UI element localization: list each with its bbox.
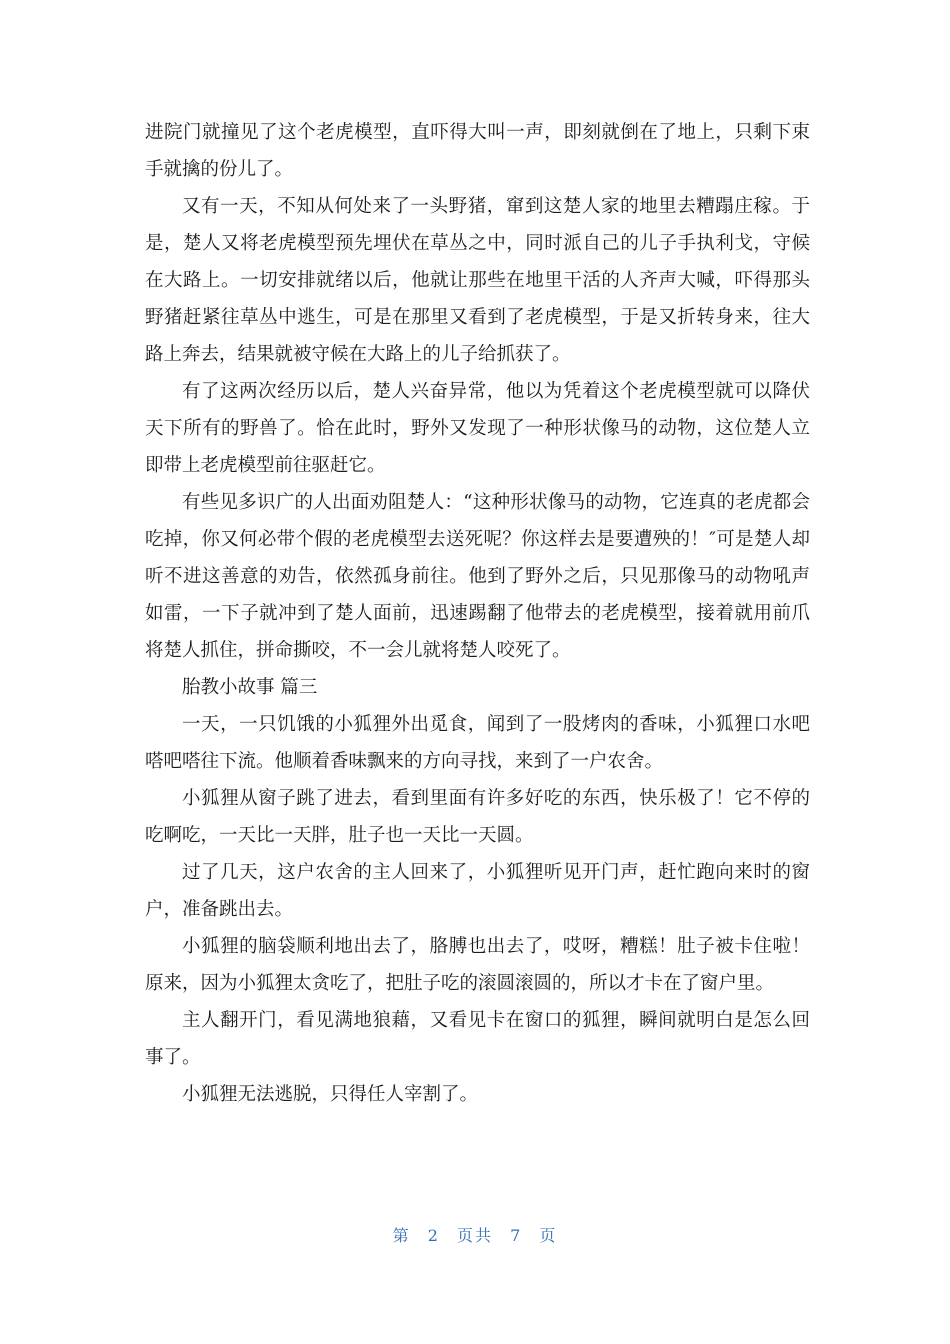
paragraph-8: 小狐狸的脑袋顺利地出去了，胳膊也出去了，哎呀，糟糕！肚子被卡住啦！原来，因为小狐狸太贪吃了，把肚子吃的滚圆滚圆的，所以才卡在了窗户里。	[145, 936, 810, 994]
section-heading: 胎教小故事 篇三	[182, 677, 318, 698]
paragraph-6: 小狐狸从窗子跳了进去，看到里面有许多好吃的东西，快乐极了！它不停的吃啊吃，一天比一天胖，肚子也一天比一天圆。	[145, 788, 810, 846]
paragraph-10: 小狐狸无法逃脱，只得任人宰割了。	[182, 1084, 479, 1105]
paragraph-9: 主人翻开门，看见满地狼藉，又看见卡在窗口的狐狸，瞬间就明白是怎么回事了。	[145, 1010, 810, 1068]
paragraph-4: 有些见多识广的人出面劝阻楚人：“这种形状像马的动物，它连真的老虎都会吃掉，你又何必带个假的老虎模型去送死呢？你这样去是要遭殃的！″可是楚人却听不进这善意的劝告，依然孤身前往。他到了野外之后，只见那像马的动物吼声如雷，一下子就冲到了楚人面前，迅速踢翻了他带去的老虎模型，接着就用前爪将楚人抓住，拼命撕咬，不一会儿就将楚人咬死了。	[145, 492, 810, 661]
page-number-footer: 第 2 页共 7 页	[392, 1226, 558, 1245]
paragraph-1: 进院门就撞见了这个老虎模型，直吓得大叫一声，即刻就倒在了地上，只剩下束手就擒的份儿了。	[145, 122, 810, 180]
paragraph-2: 又有一天，不知从何处来了一头野猪，窜到这楚人家的地里去糟蹋庄稼。于是，楚人又将老虎模型预先埋伏在草丛之中，同时派自己的儿子手执利戈，守候在大路上。一切安排就绪以后，他就让那些在地里干活的人齐声大喊，吓得那头野猪赶紧往草丛中逃生，可是在那里又看到了老虎模型，于是又折转身来，往大路上奔去，结果就被守候在大路上的儿子给抓获了。	[145, 196, 810, 365]
paragraph-5: 一天，一只饥饿的小狐狸外出觅食，闻到了一股烤肉的香味，小狐狸口水吧嗒吧嗒往下流。他顺着香味飘来的方向寻找，来到了一户农舍。	[145, 714, 810, 772]
paragraph-3: 有了这两次经历以后，楚人兴奋异常，他以为凭着这个老虎模型就可以降伏天下所有的野兽了。恰在此时，野外又发现了一种形状像马的动物，这位楚人立即带上老虎模型前往驱赶它。	[145, 381, 810, 476]
document-body	[145, 114, 810, 1113]
paragraph-7: 过了几天，这户农舍的主人回来了，小狐狸听见开门声，赶忙跑向来时的窗户，准备跳出去。	[145, 862, 810, 920]
